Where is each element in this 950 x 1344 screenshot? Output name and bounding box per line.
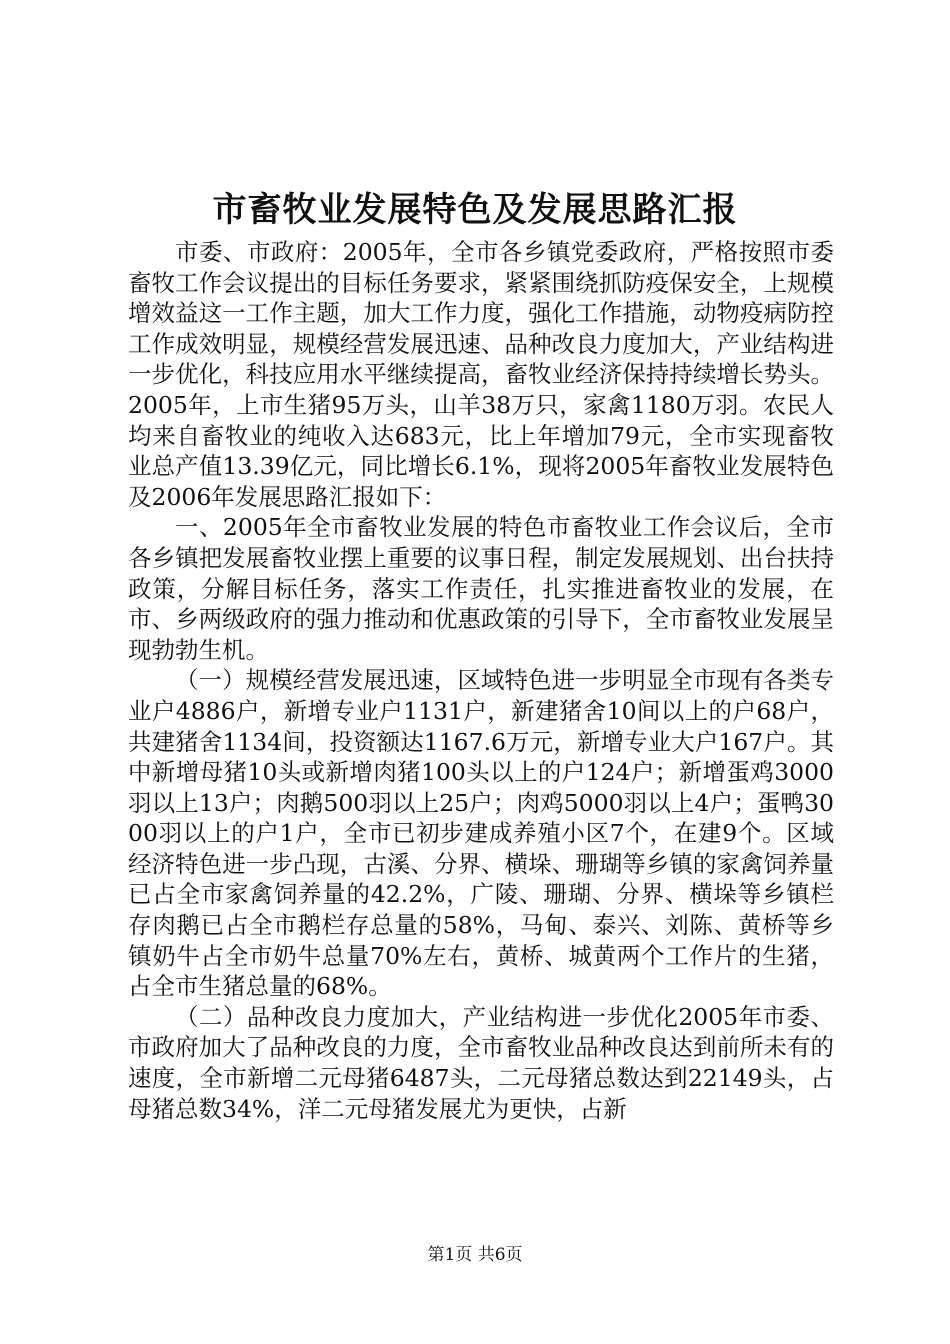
paragraph-subsection-two: （二）品种改良力度加大，产业结构进一步优化2005年市委、市政府加大了品种改良的力度，全市畜牧业品种改良达到前所未有的速度，全市新增二元母猪6487头，二元母猪总数达到22149头，占母猪总数34%，洋二元母猪发展尤为更快，占新 — [128, 1002, 834, 1123]
document-body — [128, 237, 834, 1124]
page-footer: 第1页 共6页 — [427, 1245, 523, 1265]
paragraph-subsection-one: （一）规模经营发展迅速，区域特色进一步明显全市现有各类专业户4886户，新增专业户1131户，新建猪舍10间以上的户68户，共建猪舍1134间，投资额达1167.6万元，新增专业大户167户。其中新增母猪10头或新增肉猪100头以上的户124户；新增蛋鸡3000羽以上13户；肉鹅500羽以上25户；肉鸡5000羽以上4户；蛋鸭3000羽以上的户1户，全市已初步建成养殖小区7个，在建9个。区域经济特色进一步凸现，古溪、分界、横垛、珊瑚等乡镇的家禽饲养量已占全市家禽饲养量的42.2%，广陵、珊瑚、分界、横垛等乡镇栏存肉鹅已占全市鹅栏存总量的58%，马甸、泰兴、刘陈、黄桥等乡镇奶牛占全市奶牛总量70%左右，黄桥、城黄两个工作片的生猪，占全市生猪总量的68%。 — [128, 666, 834, 1001]
document-title: 市畜牧业发展特色及发展思路汇报 — [212, 190, 738, 230]
paragraph-intro: 市委、市政府：2005年，全市各乡镇党委政府，严格按照市委畜牧工作会议提出的目标任务要求，紧紧围绕抓防疫保安全，上规模增效益这一工作主题，加大工作力度，强化工作措施，动物疫病防控工作成效明显，规模经营发展迅速、品种改良力度加大，产业结构进一步优化，科技应用水平继续提高，畜牧业经济保持持续增长势头。2005年，上市生猪95万头，山羊38万只，家禽1180万羽。农民人均来自畜牧业的纯收入达683元，比上年增加79元，全市实现畜牧业总产值13.39亿元，同比增长6.1%，现将2005年畜牧业发展特色及2006年发展思路汇报如下： — [128, 238, 834, 511]
paragraph-section-one: 一、2005年全市畜牧业发展的特色市畜牧业工作会议后，全市各乡镇把发展畜牧业摆上重要的议事日程，制定发展规划、出台扶持政策，分解目标任务，落实工作责任，扎实推进畜牧业的发展，在市、乡两级政府的强力推动和优惠政策的引导下，全市畜牧业发展呈现勃勃生机。 — [128, 513, 834, 664]
